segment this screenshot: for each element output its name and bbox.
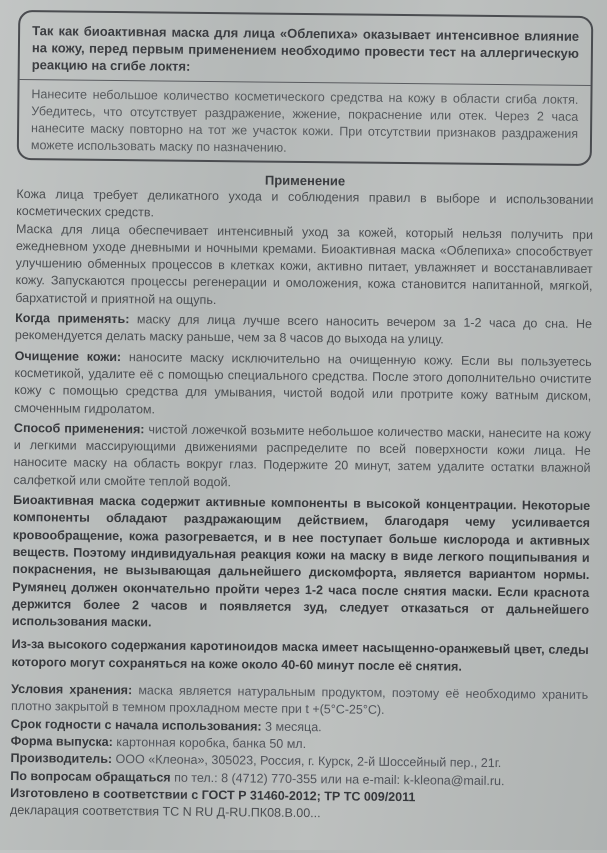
application-method <box>13 420 591 495</box>
carotenoid-note: Из-за высокого содержания каротиноидов маска имеет насыщенно-оранжевый цвет, следы которого могут сохраняться на коже около 40-60 минут после её снятия. <box>11 637 589 674</box>
warning-divider <box>20 79 591 86</box>
clean-label: Очищение кожи: <box>14 348 122 364</box>
shelf-text: 3 месяца. <box>265 719 322 734</box>
storage-conditions <box>11 681 588 722</box>
when-label: Когда применять: <box>15 311 130 327</box>
usage-intro: Кожа лица требует деликатного ухода и соблюдения правил в выборе и использовании косметических средств. <box>16 186 594 220</box>
warning-text: Так как биоактивная маска для лица «Облепиха» оказывает интенсивное влияние на кожу, перед первым применением необходимо провести тест на аллергическую реакцию на сгибе локтя: <box>31 23 580 74</box>
usage-description: Маска для лица обеспечивает интенсивный уход за кожей, который нельзя получить при ежедневном уходе дневными и ночными кремами. Биоактивная маска «Облепиха» способствует улучшению обменных процессов в клетках кожи, активно питает, увлажняет и восстанавливает кожу. Запускаются процессы регенерации и омоложения, кожа становится напитанной, мягкой, бархатистой и приятной на ощупь. <box>15 221 594 307</box>
clean-text: наносите маску исключительно на очищенную кожу. Если вы пользуетесь косметикой, удалите её с помощью специального средства. После этого дополнительно очистите кожу с помощью средства для умывания, чистой водой или протрите кожу ватным диском, смоченным гидролатом. <box>14 349 592 417</box>
storage-text: маска является натуральным продуктом, поэтому её необходимо хранить плотно закрытой в темном прохладном месте при t +(5°С-25°С). <box>10 683 589 718</box>
storage-label: Условия хранения: <box>11 681 133 698</box>
method-label: Способ применения: <box>13 420 145 437</box>
method-text: чистой ложечкой возьмите небольшое количество маски, нанесите на кожу и легкими массирующими движениями распределите по всей поверхности кожи лица. Не наносите маску на область вокруг глаз. Подержите 20 минут, затем удалите остатки влажной салфеткой или смойте теплой водой. <box>13 422 591 489</box>
active-components-note: Биоактивная маска содержит активные компоненты в высокой концентрации. Некоторые компоненты обладают раздражающим действием, благодаря чему усиливается кровообращение, кожа разогревается, и в нее поступает больше кислорода и активных веществ. Поэтому индивидуальная реакция кожи на маску в виде легкого пощипывания и покраснения, не вызывающая дальнейшего дискомфорта, является вариантом нормы. Румянец должен окончательно пройти через 1-2 часа после снятия маски. Если краснота держится более 2 часов и появляется зуд, следует отказаться от дальнейшего использования маски. <box>11 493 591 630</box>
usage-section <box>10 169 594 825</box>
when-text: маску для лица лучше всего наносить вечером за 1-2 часа до сна. Не рекомендуется делать маску раньше, чем за 8 часов до выхода на улицу. <box>14 312 593 347</box>
form-label: Форма выпуска: <box>10 733 113 749</box>
declaration: декларация соответствия ТС N RU Д-RU.ПК08.В.00... <box>9 803 321 821</box>
shelf-label: Срок годности с начала использования: <box>10 716 262 734</box>
skin-cleansing <box>14 348 592 423</box>
allergy-test-text: Нанесите небольшое количество косметического средства на кожу в области сгиба локтя. Убедитесь, что отсутствует раздражение, жжение, покраснение или отек. Через 2 часа нанесите маску повторно на тот же участок кожи. При отсутствии признаков раздражения можете использовать маску по назначению. <box>30 87 579 155</box>
maker-text: ООО «Клеона», 305023, Россия, г. Курск, 2-й Шоссейный пер., 21г. <box>115 752 502 771</box>
form-text: картонная коробка, банка 50 мл. <box>116 734 307 751</box>
contact-label: По вопросам обращаться <box>10 768 171 785</box>
gost-standard: Изготовлено в соответствии с ГОСТ Р 31460-2012; ТР ТС 009/2011 <box>10 785 416 804</box>
allergy-warning-box <box>17 10 594 166</box>
when-to-use <box>15 310 592 351</box>
contact-text: по тел.: 8 (4712) 770-355 или на e-mail: k-kleona@mail.ru. <box>174 770 505 788</box>
usage-title: Применение <box>264 172 346 189</box>
maker-label: Производитель: <box>10 751 113 767</box>
